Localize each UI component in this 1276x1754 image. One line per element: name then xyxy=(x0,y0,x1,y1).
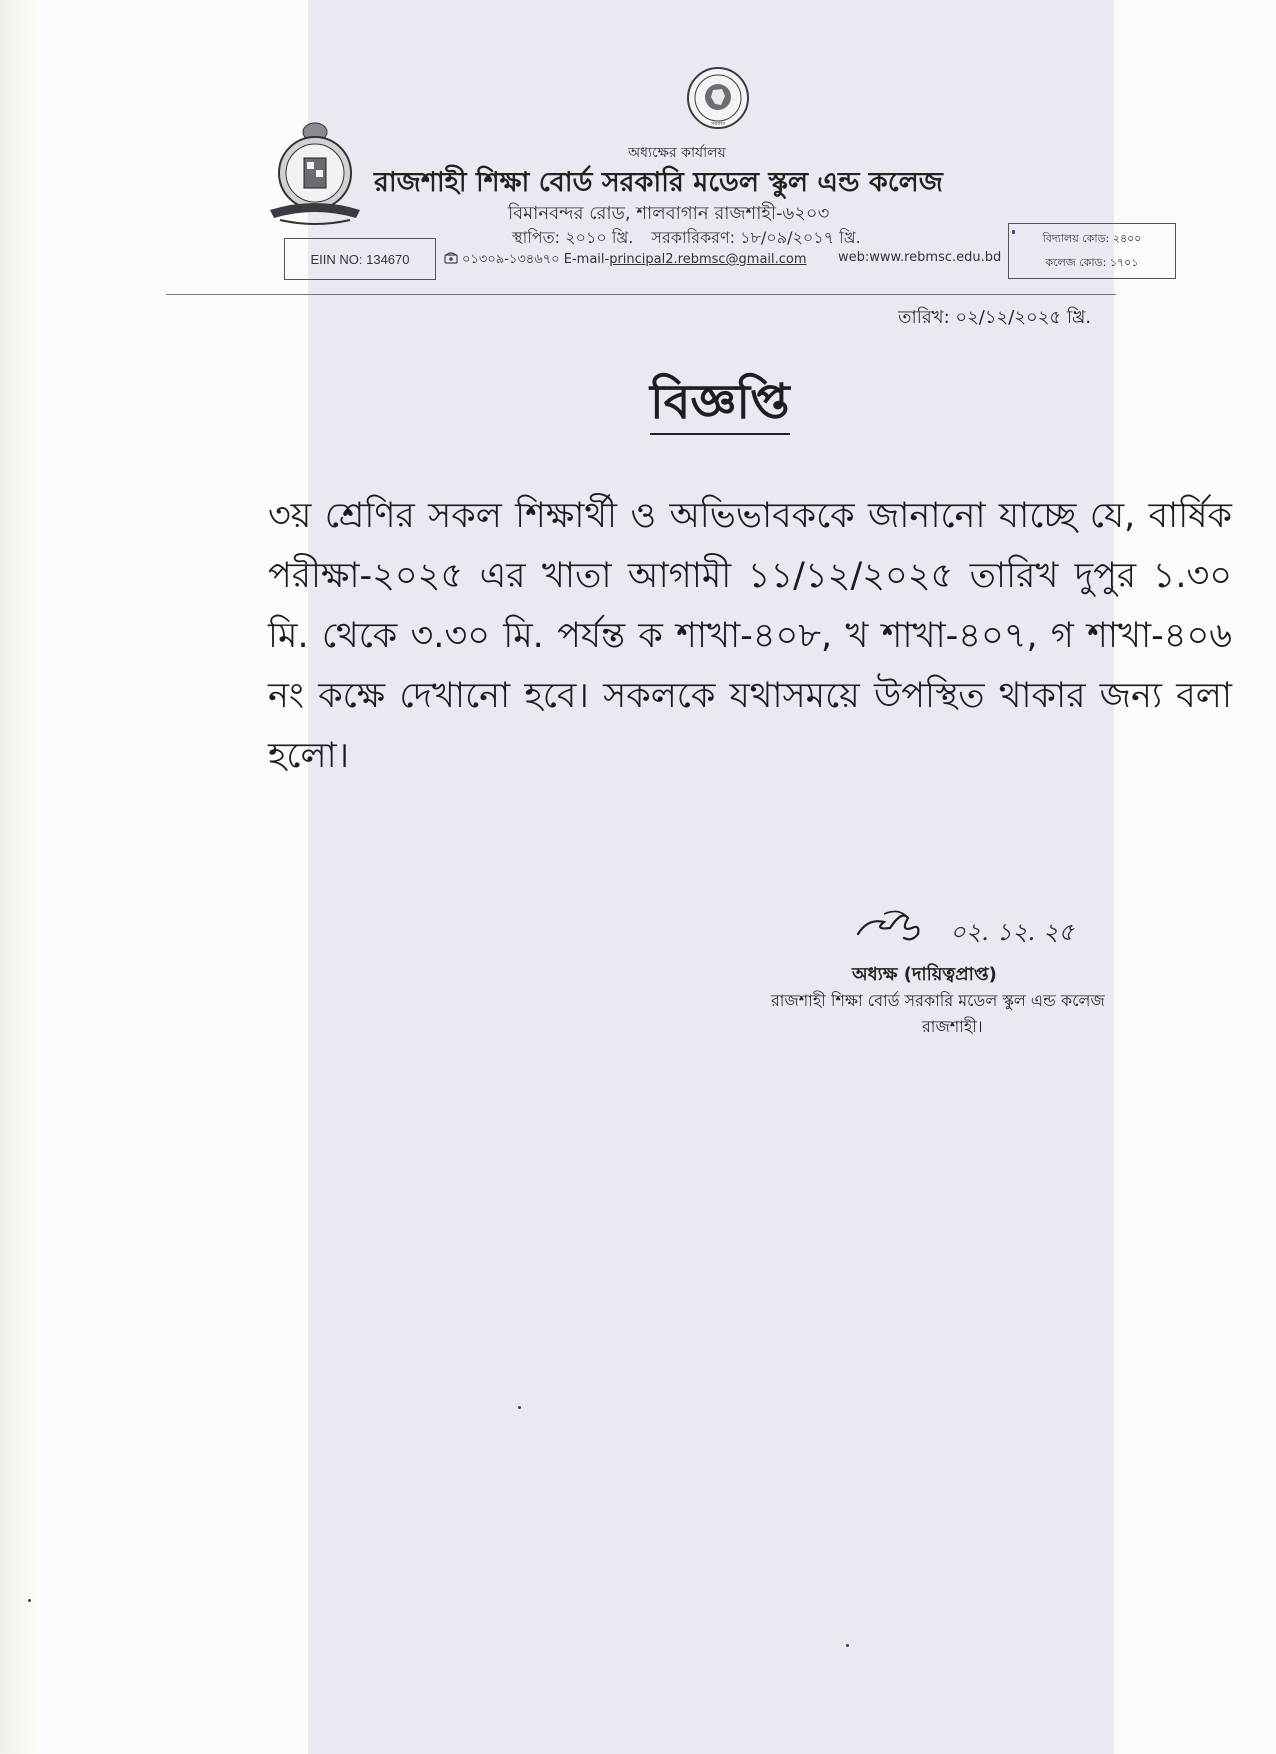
signatory-title: অধ্যক্ষ (দায়িত্বপ্রাপ্ত) xyxy=(852,964,997,985)
notice-date: তারিখ: ০২/১২/২০২৫ খ্রি. xyxy=(898,307,1092,328)
college-code: কলেজ কোড: ১৭০১ xyxy=(1045,256,1139,269)
school-name: রাজশাহী শিক্ষা বোর্ড সরকারি মডেল স্কুল এন্ড কলেজ xyxy=(374,167,943,198)
header-divider xyxy=(166,294,1116,295)
signature-date: ০২. ১২. ২৫ xyxy=(950,918,1075,946)
school-crest-logo xyxy=(262,118,368,232)
seal-caption: সরকার xyxy=(711,121,725,127)
institution-code-box xyxy=(1008,223,1176,279)
phone-number: ০১৩০৯-১৩৪৬৭০ xyxy=(462,252,560,267)
scan-speck xyxy=(846,1644,849,1647)
established-date: স্থাপিত: ২০১০ খ্রি. xyxy=(512,228,634,247)
email-link[interactable]: principal2.rebmsc@gmail.com xyxy=(609,252,807,267)
address: বিমানবন্দর রোড, শালবাগান রাজশাহী-৬২০৩ xyxy=(508,203,830,224)
notice-title: বিজ্ঞপ্তি xyxy=(650,373,790,435)
office-label: অধ্যক্ষের কার্যালয় xyxy=(628,145,726,161)
government-seal-icon xyxy=(686,66,750,130)
notice-body: ৩য় শ্রেণির সকল শিক্ষার্থী ও অভিভাবককে জানানো যাচ্ছে যে, বার্ষিক পরীক্ষা-২০২৫ এর খাতা আগামী ১১/১২/২০২৫ তারিখ দুপুর ১.৩০ মি. থেকে ৩.৩০ মি. পর্যন্ত ক শাখা-৪০৮, খ শাখা-৪০৭, গ শাখা-৪০৬ নং কক্ষে দেখানো হবে। সকলকে যথাসময়ে উপস্থিত থাকার জন্য বলা হলো। xyxy=(268,496,1232,776)
website-url[interactable]: web:www.rebmsc.edu.bd xyxy=(838,250,1002,265)
contact-line xyxy=(444,250,807,271)
email-label: E-mail- xyxy=(563,252,610,267)
signatory-city: রাজশাহী। xyxy=(922,1017,983,1036)
principal-signature xyxy=(854,898,964,948)
eiin-number: EIIN NO: 134670 xyxy=(310,251,410,267)
eiin-box xyxy=(284,238,436,280)
signatory-organization: রাজশাহী শিক্ষা বোর্ড সরকারি মডেল স্কুল এন্ড কলেজ xyxy=(771,991,1105,1010)
establishment-info xyxy=(512,225,861,252)
scan-speck xyxy=(518,1406,521,1409)
phone-icon xyxy=(444,251,458,265)
scan-speck xyxy=(28,1599,31,1602)
nationalized-date: সরকারিকরণ: ১৮/০৯/২০১৭ খ্রি. xyxy=(651,228,861,247)
school-code: বিদ্যালয় কোড: ২৪০০ xyxy=(1042,232,1142,245)
